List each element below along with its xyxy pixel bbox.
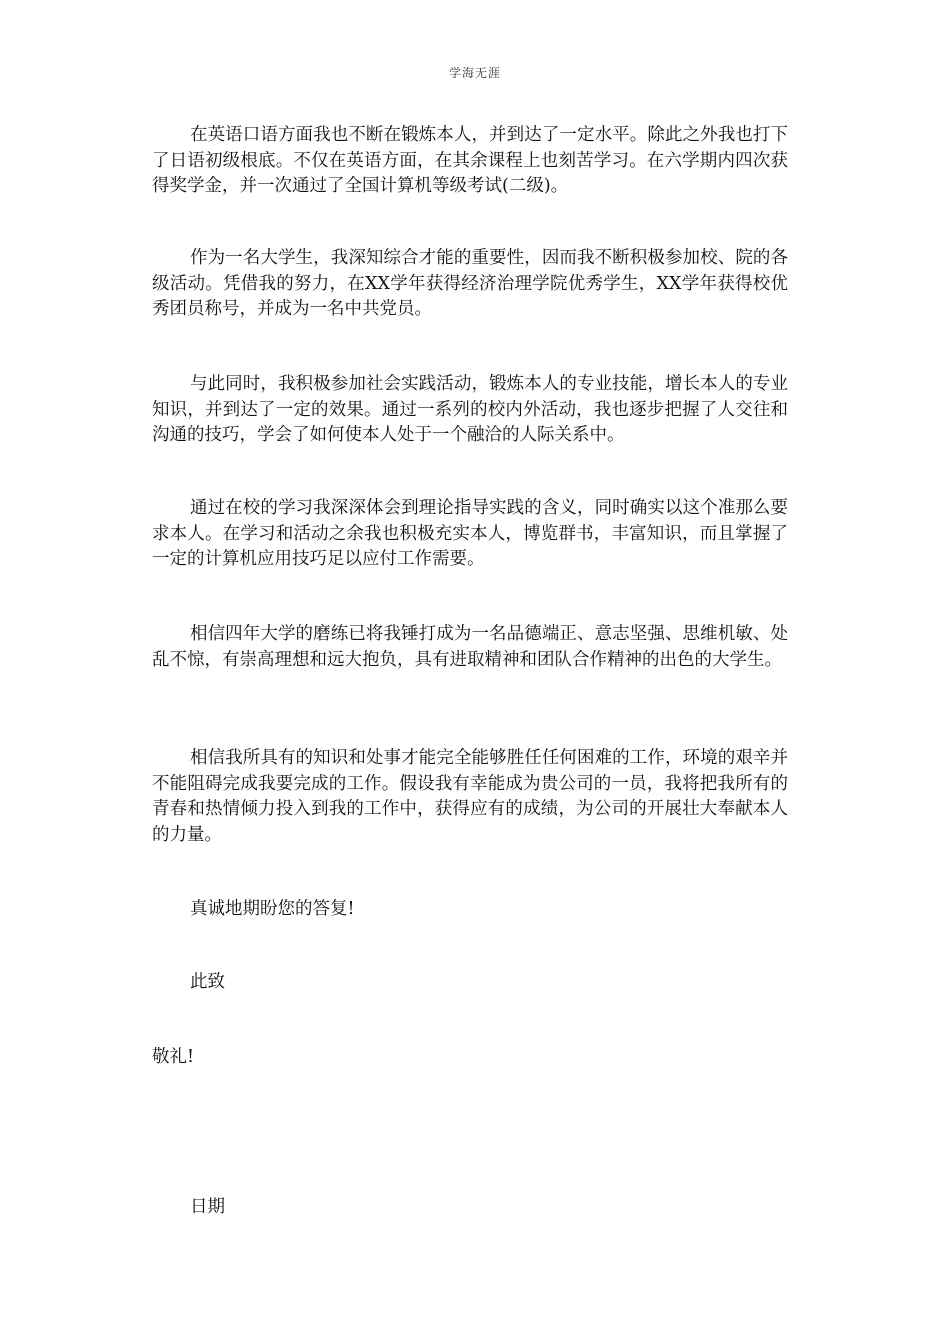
paragraph-english-study: 在英语口语方面我也不断在锻炼本人，并到达了一定水平。除此之外我也打下了日语初级根底。不仅在英语方面，在其余课程上也刻苦学习。在六学期内四次获得奖学金，并一次通过了全国计算机等级考试(二级)。	[152, 125, 788, 196]
salutation-line-2: 敬礼!	[152, 1047, 195, 1067]
salutation-line-1: 此致	[190, 972, 225, 992]
paragraph-social-practice: 与此同时，我积极参加社会实践活动，锻炼本人的专业技能，增长本人的专业知识，并到达了一定的效果。通过一系列的校内外活动，我也逐步把握了人交往和沟通的技巧，学会了如何使本人处于一个融洽的人际关系中。	[152, 374, 788, 445]
paragraph-theory-practice: 通过在校的学习我深深体会到理论指导实践的含义，同时确实以这个准那么要求本人。在学习和活动之余我也积极充实本人，博览群书，丰富知识，而且掌握了一定的计算机应用技巧足以应付工作需要。	[152, 498, 788, 569]
date-label: 日期	[190, 1197, 225, 1217]
paragraph-activities: 作为一名大学生，我深知综合才能的重要性，因而我不断积极参加校、院的各级活动。凭借我的努力，在XX学年获得经济治理学院优秀学生，XX学年获得校优秀团员称号，并成为一名中共党员。	[152, 248, 788, 319]
paragraph-self-assessment: 相信四年大学的磨练已将我锤打成为一名品德端正、意志坚强、思维机敏、处乱不惊，有崇高理想和远大抱负，具有进取精神和团队合作精神的出色的大学生。	[152, 624, 788, 670]
paragraph-commitment: 相信我所具有的知识和处事才能完全能够胜任任何困难的工作，环境的艰辛并不能阻碍完成我要完成的工作。假设我有幸能成为贵公司的一员，我将把我所有的青春和热情倾力投入到我的工作中，获得应有的成绩，为公司的开展壮大奉献本人的力量。	[152, 748, 788, 845]
closing-line: 真诚地期盼您的答复!	[190, 899, 355, 919]
page-header: 学海无涯	[448, 66, 501, 80]
